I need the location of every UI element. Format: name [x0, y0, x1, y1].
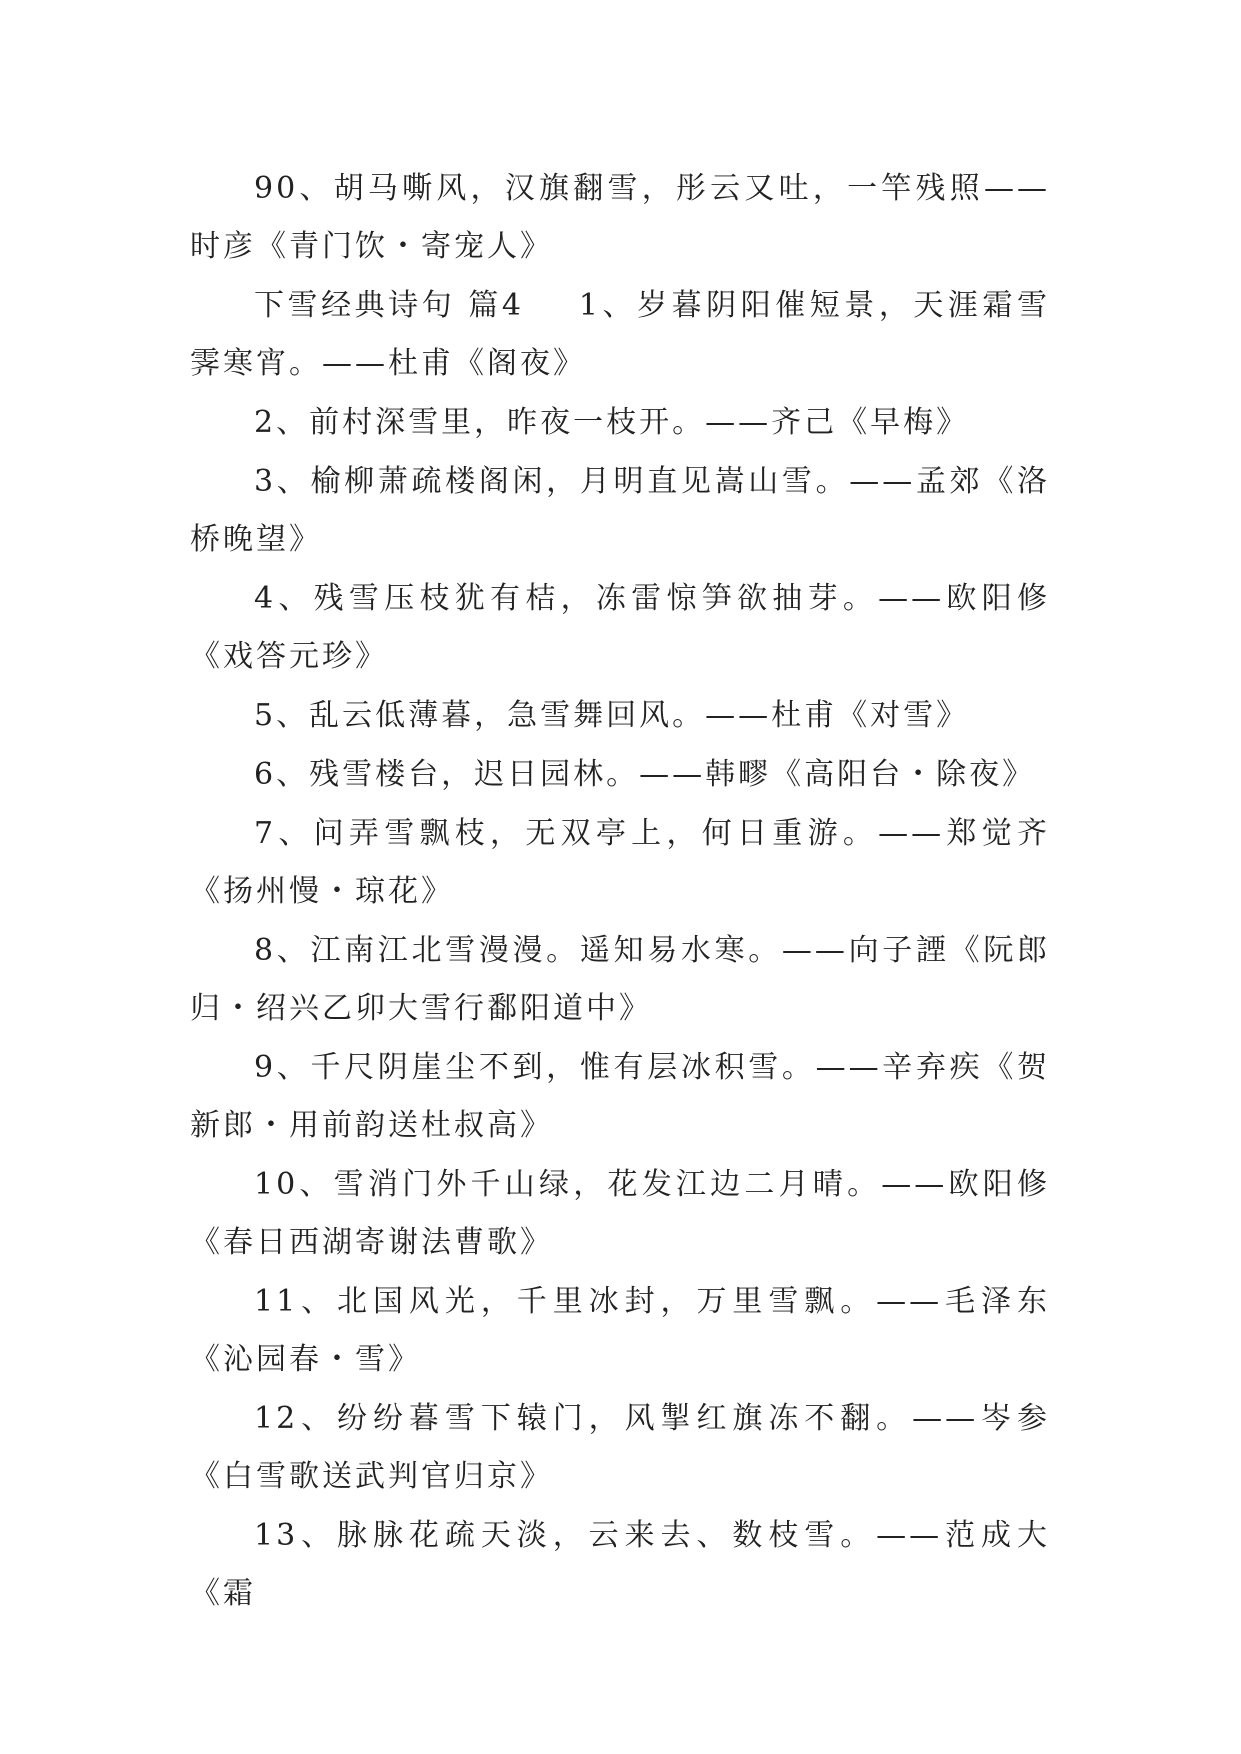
- poem-line-8: 8、江南江北雪漫漫。遥知易水寒。——向子諲《阮郎归・绍兴乙卯大雪行鄱阳道中》: [190, 933, 1050, 1026]
- poem-line-1: 1、岁暮阴阳催短景，天涯霜雪霁寒宵。——杜甫《阁夜》: [190, 288, 1050, 381]
- document-body: [190, 160, 1050, 1624]
- poem-line-2: 2、前村深雪里，昨夜一枝开。——齐己《早梅》: [254, 405, 970, 440]
- poem-line-7: 7、问弄雪飘枝，无双亭上，何日重游。——郑觉齐《扬州慢・琼花》: [190, 816, 1050, 909]
- poem-line-13: 13、脉脉花疏天淡，云来去、数枝雪。——范成大《霜: [190, 1518, 1050, 1611]
- section-heading-paragraph: [190, 277, 1050, 393]
- poem-line-90: 90、胡马嘶风，汉旗翻雪，彤云又吐，一竿残照——时彦《青门饮・寄宠人》: [190, 171, 1050, 264]
- poem-line-3: 3、榆柳萧疏楼阁闲，月明直见嵩山雪。——孟郊《洛桥晚望》: [190, 464, 1050, 557]
- poem-line-12: 12、纷纷暮雪下辕门，风掣红旗冻不翻。——岑参《白雪歌送武判官归京》: [190, 1401, 1050, 1494]
- poem-line-9: 9、千尺阴崖尘不到，惟有层冰积雪。——辛弃疾《贺新郎・用前韵送杜叔高》: [190, 1050, 1050, 1143]
- poem-line-11: 11、北国风光，千里冰封，万里雪飘。——毛泽东《沁园春・雪》: [190, 1284, 1050, 1377]
- poem-line-4: 4、残雪压枝犹有桔，冻雷惊笋欲抽芽。——欧阳修《戏答元珍》: [190, 581, 1050, 674]
- poem-line-6: 6、残雪楼台，迟日园林。——韩疁《高阳台・除夜》: [254, 757, 1036, 792]
- poem-line-5: 5、乱云低薄暮，急雪舞回风。——杜甫《对雪》: [254, 698, 970, 733]
- poem-line-10: 10、雪消门外千山绿，花发江边二月晴。——欧阳修《春日西湖寄谢法曹歌》: [190, 1167, 1050, 1260]
- section-title: 下雪经典诗句 篇4: [254, 288, 523, 323]
